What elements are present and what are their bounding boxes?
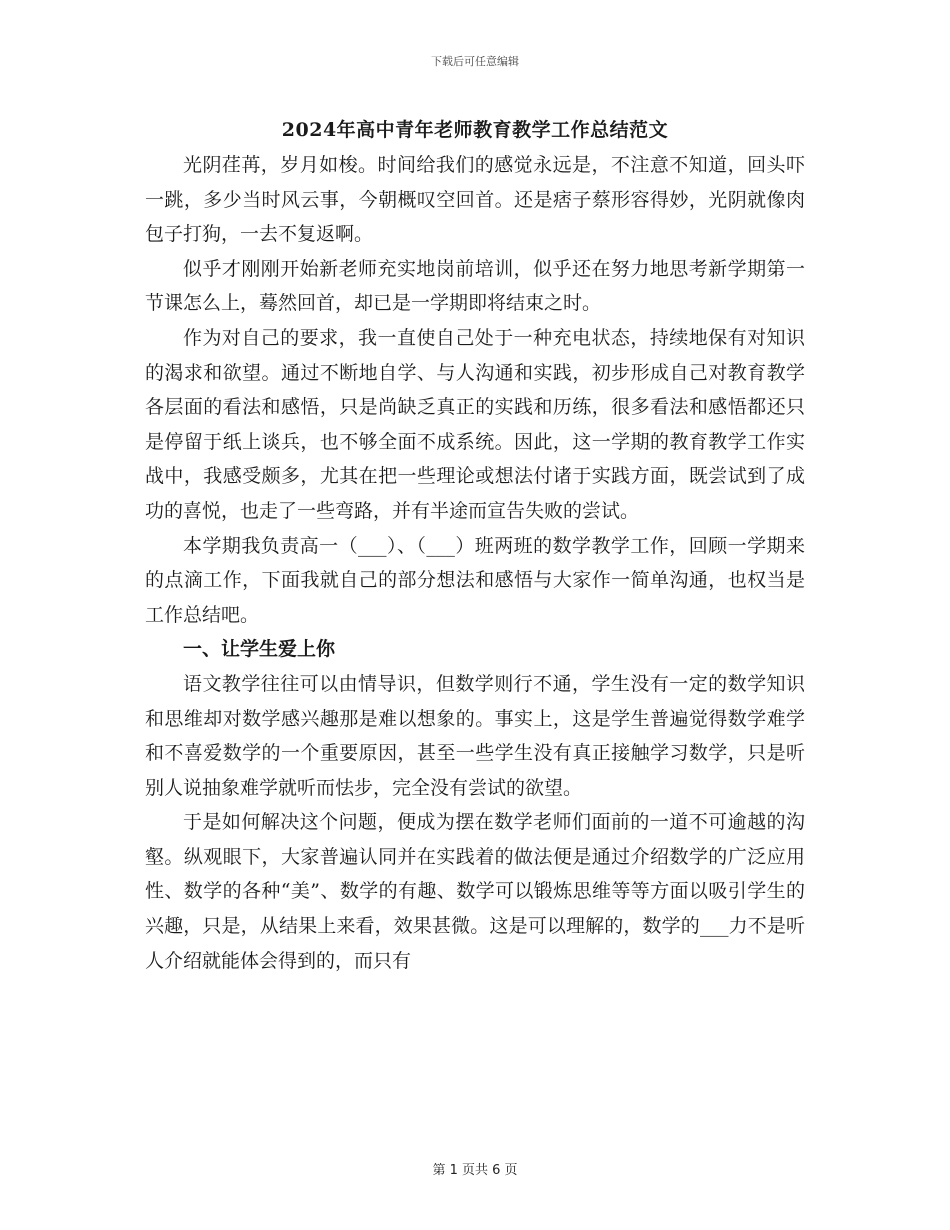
paragraph-4: 本学期我负责高一（___）、（___）班两班的数学教学工作，回顾一学期来的点滴工作，下面我就自己的部分想法和感悟与大家作一简单沟通，也权当是工作总结吧。 <box>145 534 805 626</box>
page-header-note: 下载后可任意编辑 <box>431 55 519 68</box>
paragraph-3: 作为对自己的要求，我一直使自己处于一种充电状态，持续地保有对知识的渴求和欲望。通过不断地自学、与人沟通和实践，初步形成自己对教育教学各层面的看法和感悟，只是尚缺乏真正的实践和历练，很多看法和感悟都还只是停留于纸上谈兵，也不够全面不成系统。因此，这一学期的教育教学工作实战中，我感受颇多，尤其在把一些理论或想法付诸于实践方面，既尝试到了成功的喜悦，也走了一些弯路，并有半途而宣告失败的尝试。 <box>145 326 805 522</box>
paragraph-1: 光阴荏苒，岁月如梭。时间给我们的感觉永远是，不注意不知道，回头吓一跳，多少当时风云事，今朝概叹空回首。还是痞子蔡形容得妙，光阴就像肉包子打狗，一去不复返啊。 <box>145 154 805 246</box>
section1-paragraph-2: 于是如何解决这个问题，便成为摆在数学老师们面前的一道不可逾越的沟壑。纵观眼下，大家普遍认同并在实践着的做法便是通过介绍数学的广泛应用性、数学的各种“美”、数学的有趣、数学可以锻炼思维等等方面以吸引学生的兴趣，只是，从结果上来看，效果甚微。这是可以理解的，数学的___力不是听人介绍就能体会得到的，而只有 <box>145 811 805 972</box>
document-body <box>145 148 805 978</box>
document-title: 2024年高中青年老师教育教学工作总结范文 <box>281 119 669 141</box>
section1-paragraph-1: 语文教学往往可以由情导识，但数学则行不通，学生没有一定的数学知识和思维却对数学感兴趣那是难以想象的。事实上，这是学生普遍觉得数学难学和不喜爱数学的一个重要原因，甚至一些学生没有真正接触学习数学，只是听别人说抽象难学就听而怯步，完全没有尝试的欲望。 <box>145 672 805 799</box>
page-number-footer: 第 1 页共 6 页 <box>432 1163 518 1178</box>
section-heading-1: 一、让学生爱上你 <box>183 638 336 661</box>
paragraph-2: 似乎才刚刚开始新老师充实地岗前培训，似乎还在努力地思考新学期第一节课怎么上，蓦然回首，却已是一学期即将结束之时。 <box>145 257 805 315</box>
